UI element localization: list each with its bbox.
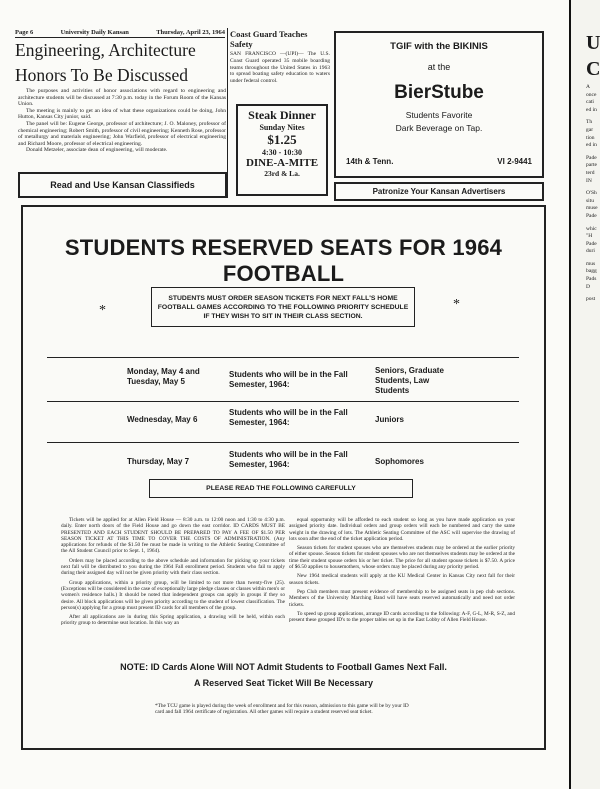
edge-fragment: tion [586,134,595,141]
edge-fragment: IN [586,177,592,184]
instruction-paragraph: Tickets will be applied for at Allen Field House — 8:30 a.m. to 12:00 noon and 1:30 to 4:30 p.m. daily. Enter north doors of the Field House and go down the east corridor. ID CARDS MUST BE PRESENTED AND EACH STUDENT SHOULD BE PREPARED TO PAY A FEE OF $1.50 PER SEASON TICKET AT THIS TIME TO COVER THE COSTS OF ADMINISTRATION. (Any applications for refunds of the $1.50 fee must be made in writing to the Athletic Seating Committee of the All Student Council prior to Sept. 1, 1964). [61,517,285,555]
edge-fragment: situ [586,197,594,204]
article-body [18,88,226,154]
steak-subtitle: Sunday Nites [259,123,305,132]
edge-fragment: post [586,296,596,303]
instruction-paragraph: Orders may be placed according to the above schedule and information for picking up your tickets next fall will be distributed to you during the 1964 Fall enrollment period. Students who fail to apply during their assigned day will not be given priority with their class section. [61,557,285,577]
article-paragraph: The panel will be: Eugene George, professor of architecture; J. O. Maloney, professor of chemical engineering; Robert Smith, professor of civil engineering; Kenneth Rose, professor of metallurgy and materials engineering; John Warfield, professor of electrical engineering and Richard Moore, professor of electrical engineering. [18,120,226,147]
edge-fragment: O'Sh [586,190,597,197]
article-headline: Engineering, Architecture Honors To Be Discussed [15,40,196,85]
edge-fragment: parte [586,162,597,169]
steak-name: DINE-A-MITE [245,157,319,169]
star-right: * [453,297,460,312]
instruction-paragraph: equal opportunity will be afforded to each student so long as you have made application on your assigned priority date. Individual orders and group orders will each be numbered and carry the same weight in the drawing of lots. The Athletic Seating Committee of the ASC will supervise the drawing of lots soon after the end of the ticket application period. [289,517,515,542]
steak-price: $1.25 [267,132,297,147]
edge-fragment: Th [586,119,593,126]
steak-title: Steak Dinner [248,108,316,122]
edge-fragment: terd [586,169,595,176]
instruction-paragraph: Group applications, within a priority group, will be limited to not more than twenty-five (25). (Exceptions will be considered in the case of exceptionally large pledge classes or classes within men's or women's residence halls.) It should be noted that independent groups can apply in groups if they so desire. All block applications will be given priority according to the student of lowest classification. The person(s) applying for a group must present ID cards for all members of the group. [61,579,285,611]
paper-name: University Daily Kansan [60,29,129,36]
edge-fragment: Pads [586,276,597,283]
edge-fragment: cati [586,99,594,106]
schedule-group: Sophomores [375,457,424,466]
instruction-paragraph: Season tickets for student spouses who are themselves students may be ordered at the earlier priority of either spouse. Season tickets for student spouses who are not themselves students may be ordered at the time their student spouse orders his or her ticket. The price for all student spouse tickets is $7.50. A price of $6.50 applies to housemothers, whose orders may be placed during any priority period. [289,545,515,571]
edge-fragment: Pade [586,154,597,161]
bierstube-line3: Students Favorite [405,110,473,120]
bierstube-line2: at the [427,62,451,72]
bierstube-line4: Dark Beverage on Tap. [395,123,483,133]
page-number: Page 6 [15,29,34,36]
schedule-text: Students who will be in the Fall Semester, 1964: [229,408,348,427]
edge-fragment: once [586,91,597,98]
adjacent-page-fragment [586,30,600,304]
instructions-column-left [61,517,285,630]
instructions-column-right [289,517,515,626]
steak-hours: 4:30 - 10:30 [262,148,302,157]
classifieds-text: Read and Use Kansan Classifieds [50,180,195,190]
edge-fragment: "H [586,233,593,240]
football-seats-ad [21,205,546,750]
article-paragraph: The purposes and activities of honor associations with regard to engineering and architecture students will be discussed at 7:30 p.m. today in the Forum Room of the Kansas Union. [18,88,226,108]
bierstube-line1: TGIF with the BIKINIS [390,41,488,52]
schedule-group: Juniors [375,415,404,424]
edge-fragments [586,84,600,303]
edge-fragment: ed in [586,142,597,149]
edge-fragment: bagg [586,268,597,275]
instruction-paragraph: Pep Club members must present evidence of membership to be assigned seats in pep club sections. Members of the University Marching Band will have seats reserved automatically and need not order tickets. [289,588,515,608]
edge-fragment: duri [586,248,595,255]
edge-fragment: muse [586,205,598,212]
schedule-text: Students who will be in the Fall Semester, 1964: [229,370,348,389]
patronize-banner [334,182,544,201]
edge-fragment: Pade [586,240,597,247]
schedule-date: Wednesday, May 6 [127,415,198,424]
edge-fragment: mus [586,260,596,267]
issue-date: Thursday, April 23, 1964 [156,29,225,36]
coast-guard-title: Coast Guard Teaches Safety [230,29,308,49]
article-paragraph: The meeting is mainly to get an idea of what these organizations could be doing, John Hutton, Kansas City junior, said. [18,107,226,121]
star-left: * [99,303,106,318]
steak-dinner-ad [236,104,328,196]
article-paragraph: Donald Metzeler, associate dean of engineering, will moderate. [26,147,168,154]
bierstube-name: BierStube [394,82,484,103]
read-carefully-text: PLEASE READ THE FOLLOWING CAREFULLY [206,485,356,492]
instruction-paragraph: To speed up group applications, arrange ID cards according to the following: A-F, G-L, M-R, S-Z, and present these grouped ID's to the proper tables set up in the East Lobby of Allen Field House. [289,610,515,624]
edge-letter: U [586,32,600,54]
schedule-group: Seniors, Graduate Students, Law Students [375,366,444,395]
edge-fragment: ed in [586,106,597,113]
priority-notice [151,287,415,327]
edge-letter: C [586,58,600,80]
edge-fragment: gar [586,126,594,133]
instruction-paragraph: After all applications are in during this Spring application, a drawing will be held, within each priority group to determine seat location. In this way an [61,614,285,627]
coast-guard-text: SAN FRANCISCO —(UPI)— The U.S. Coast Guard operated 35 mobile boarding teams throughout the United States in 1963 to spread boating safety education to waters under federal control. [230,51,330,85]
reserved-ticket-note: A Reserved Seat Ticket Will Be Necessary [193,678,373,688]
seats-ad-title: STUDENTS RESERVED SEATS FOR 1964 FOOTBALL [64,235,503,286]
masthead [15,29,225,36]
schedule-date: Thursday, May 7 [127,457,190,466]
coast-guard-story [230,29,330,85]
classifieds-banner [18,172,227,198]
schedule-text: Students who will be in the Fall Semester, 1964: [229,450,348,469]
id-card-note: NOTE: ID Cards Alone Will NOT Admit Students to Football Games Next Fall. [120,662,447,672]
bierstube-address: 14th & Tenn. [346,157,394,166]
schedule-date: Monday, May 4 and Tuesday, May 5 [127,367,200,386]
instruction-paragraph: New 1964 medical students will apply at the KU Medical Center in Kansas City next fall for their season tickets. [289,573,515,586]
edge-fragment: Pade [586,212,597,219]
steak-address: 23rd & La. [264,169,300,178]
edge-fragment: D [586,283,590,290]
bierstube-phone: VI 2-9441 [497,157,532,166]
patronize-text: Patronize Your Kansan Advertisers [372,187,506,196]
read-carefully-banner [149,479,413,498]
edge-fragment: A [586,84,590,90]
tcu-footnote: *The TCU game is played during the week of enrollment and for this reason, admission to this game will be by your ID card and fall 1964 certificate of registration. All other games will require a student reserved seat ticket. [155,703,409,716]
priority-notice-text: STUDENTS MUST ORDER SEASON TICKETS FOR NEXT FALL'S HOME FOOTBALL GAMES ACCORDING TO THE FOLLOWING PRIORITY SCHEDULE IF THEY WISH TO SIT IN THEIR CLASS SECTION. [157,294,409,320]
bierstube-ad [334,31,544,178]
edge-fragment: whic [586,225,597,232]
